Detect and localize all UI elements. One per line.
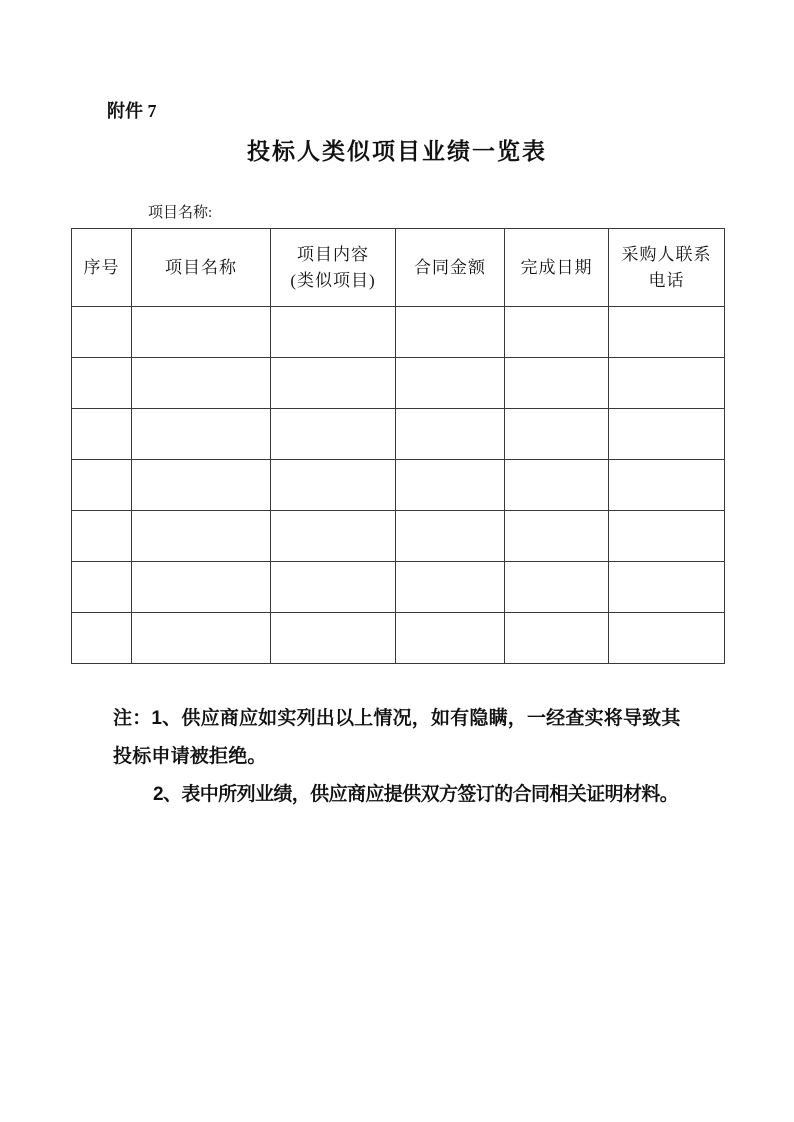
table-cell bbox=[132, 511, 271, 562]
table-cell bbox=[505, 562, 609, 613]
table-row bbox=[72, 511, 725, 562]
table-cell bbox=[271, 460, 396, 511]
table-row bbox=[72, 358, 725, 409]
table-cell bbox=[505, 613, 609, 664]
table-row bbox=[72, 613, 725, 664]
table-cell bbox=[505, 511, 609, 562]
table-cell bbox=[396, 460, 505, 511]
table-cell bbox=[396, 511, 505, 562]
table-cell bbox=[396, 562, 505, 613]
table-cell bbox=[505, 460, 609, 511]
table-cell bbox=[271, 511, 396, 562]
table-cell bbox=[396, 307, 505, 358]
table-cell bbox=[609, 358, 725, 409]
table-row bbox=[72, 307, 725, 358]
table-cell bbox=[396, 613, 505, 664]
table-cell bbox=[132, 307, 271, 358]
performance-table bbox=[71, 228, 725, 664]
table-cell bbox=[271, 358, 396, 409]
table-cell bbox=[396, 358, 505, 409]
table-header-cell: 项目名称 bbox=[132, 229, 271, 307]
table-cell bbox=[396, 409, 505, 460]
table-cell bbox=[271, 562, 396, 613]
table-cell bbox=[505, 409, 609, 460]
note-line-1: 注：1、供应商应如实列出以上情况，如有隐瞒，一经查实将导致其 bbox=[113, 708, 681, 729]
table-cell bbox=[505, 307, 609, 358]
table-cell bbox=[609, 460, 725, 511]
project-name-label: 项目名称: bbox=[148, 205, 213, 221]
table-body bbox=[72, 307, 725, 664]
page-title: 投标人类似项目业绩一览表 bbox=[247, 138, 547, 164]
table-cell bbox=[72, 511, 132, 562]
table-header-cell: 完成日期 bbox=[505, 229, 609, 307]
table-cell bbox=[271, 307, 396, 358]
table-header-cell: 合同金额 bbox=[396, 229, 505, 307]
attachment-label: 附件 7 bbox=[107, 101, 157, 121]
table-header-cell: 序号 bbox=[72, 229, 132, 307]
table-cell bbox=[609, 409, 725, 460]
table-row bbox=[72, 562, 725, 613]
table-cell bbox=[609, 613, 725, 664]
table-cell bbox=[132, 613, 271, 664]
table-cell bbox=[505, 358, 609, 409]
table-cell bbox=[132, 358, 271, 409]
table-cell bbox=[132, 562, 271, 613]
notes-block bbox=[113, 700, 713, 814]
table-cell bbox=[132, 409, 271, 460]
table-header-cell: 采购人联系 电话 bbox=[609, 229, 725, 307]
table-header-cell: 项目内容 (类似项目) bbox=[271, 229, 396, 307]
table-header-row bbox=[72, 229, 725, 307]
table-row bbox=[72, 460, 725, 511]
table-cell bbox=[72, 358, 132, 409]
table-row bbox=[72, 409, 725, 460]
table-cell bbox=[72, 307, 132, 358]
table-cell bbox=[72, 562, 132, 613]
table-cell bbox=[609, 511, 725, 562]
note-line-2: 投标申请被拒绝。 bbox=[113, 746, 267, 767]
note-line-3: 2、表中所列业绩，供应商应提供双方签订的合同相关证明材料。 bbox=[153, 784, 679, 805]
table-cell bbox=[271, 409, 396, 460]
table-cell bbox=[609, 562, 725, 613]
table-cell bbox=[132, 460, 271, 511]
table-cell bbox=[72, 409, 132, 460]
table-cell bbox=[72, 613, 132, 664]
table-cell bbox=[72, 460, 132, 511]
table-cell bbox=[271, 613, 396, 664]
table-cell bbox=[609, 307, 725, 358]
